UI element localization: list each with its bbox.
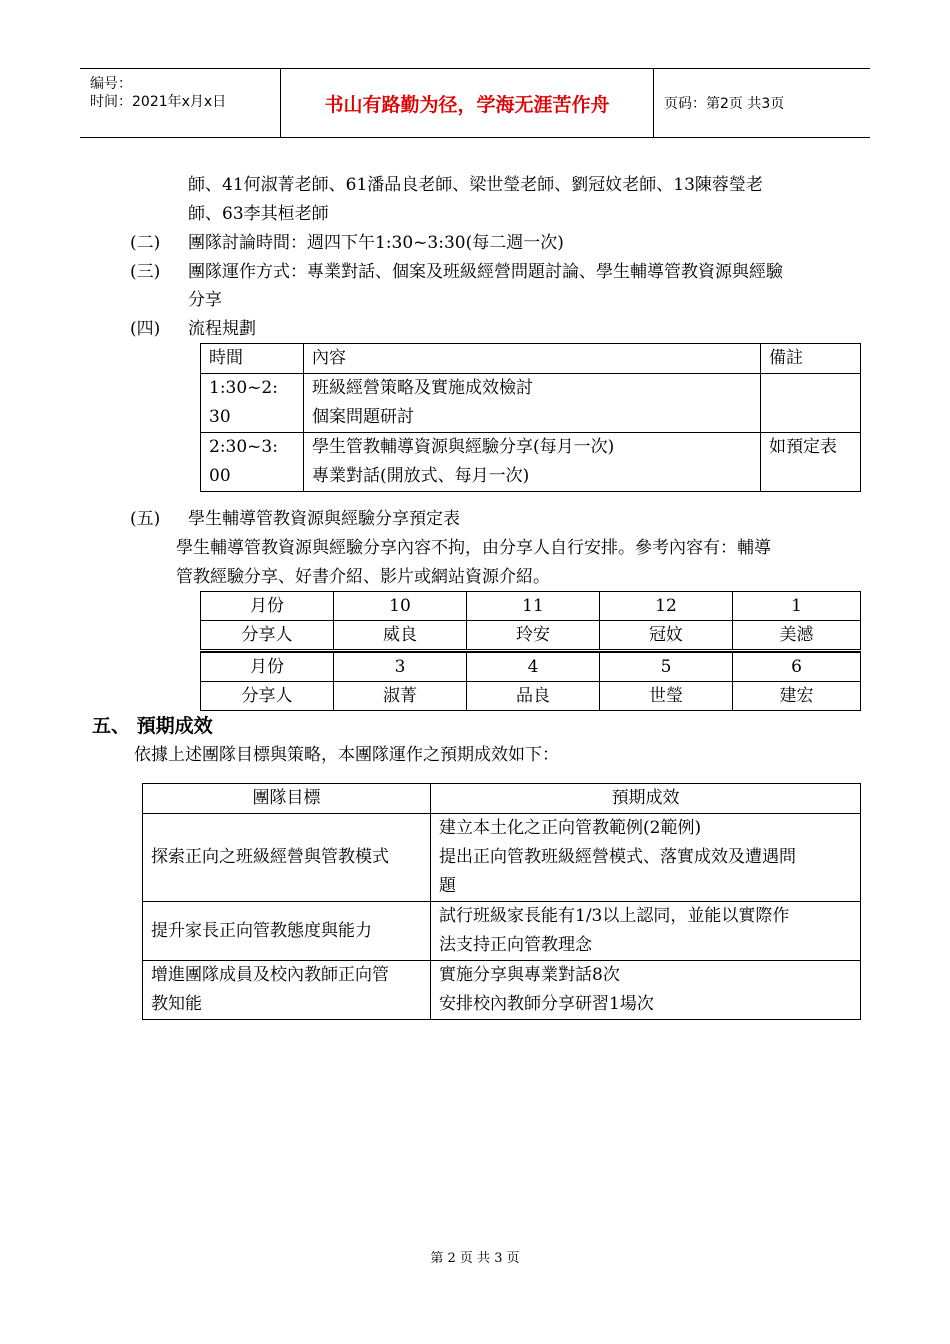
- outcome-result-cell: 實施分享與專業對話8次 安排校內教師分享研習1場次: [431, 961, 861, 1020]
- share-month: 10: [334, 592, 467, 621]
- share-sharer: 冠妏: [600, 621, 733, 651]
- item-5-desc-1: 學生輔導管教資源與經驗分享內容不拘，由分享人自行安排。參考內容有：輔導: [176, 538, 771, 558]
- flow-header-note: 備註: [761, 344, 861, 374]
- flow-table: [200, 343, 861, 492]
- flow-header-content: 內容: [304, 344, 761, 374]
- item-2-number: (二): [130, 233, 161, 253]
- item-4-text: 流程規劃: [188, 319, 256, 339]
- share-month: 11: [467, 592, 600, 621]
- flow-content-cell: 班級經營策略及實施成效檢討 個案問題研討: [304, 374, 761, 433]
- item-5-title: 學生輔導管教資源與經驗分享預定表: [188, 509, 460, 529]
- share-sharer-label: 分享人: [201, 682, 334, 711]
- header-meta: [80, 69, 281, 137]
- header-number-label: 编号：: [90, 76, 132, 92]
- share-month: 6: [733, 653, 861, 682]
- table-row: [143, 961, 861, 1020]
- share-sharer: 世瑩: [600, 682, 733, 711]
- share-sharer: 建宏: [733, 682, 861, 711]
- item-5-number: (五): [130, 509, 161, 529]
- table-row: [201, 592, 861, 621]
- section-5-title: 五、 預期成效: [92, 715, 213, 737]
- flow-content-cell: 學生管教輔導資源與經驗分享(每月一次) 專業對話(開放式、每月一次): [304, 433, 761, 492]
- table-row: [143, 784, 861, 814]
- header-motto: 书山有路勤为径，学海无涯苦作舟: [281, 69, 654, 137]
- share-month: 12: [600, 592, 733, 621]
- header-date: 时间：2021年x月x日: [90, 94, 227, 110]
- share-month: 5: [600, 653, 733, 682]
- share-month-label: 月份: [201, 653, 334, 682]
- share-sharer: 美澸: [733, 621, 861, 651]
- share-sharer-label: 分享人: [201, 621, 334, 651]
- table-row: [143, 814, 861, 902]
- item-3-text-cont: 分享: [188, 290, 222, 310]
- share-table-1: [200, 591, 861, 652]
- outcome-header-goal: 團隊目標: [143, 784, 431, 814]
- share-month-label: 月份: [201, 592, 334, 621]
- share-month: 4: [467, 653, 600, 682]
- share-sharer: 品良: [467, 682, 600, 711]
- share-sharer: 玲安: [467, 621, 600, 651]
- outcome-header-result: 預期成效: [431, 784, 861, 814]
- outcome-table: [142, 783, 861, 1020]
- item-3-number: (三): [130, 262, 161, 282]
- flow-note-cell: [761, 374, 861, 433]
- item-2-text: 團隊討論時間：週四下午1:30~3:30(每二週一次): [188, 233, 564, 253]
- share-sharer: 威良: [334, 621, 467, 651]
- flow-time-cell: 2:30~3: 00: [201, 433, 304, 492]
- members-line-2: 師、63李其桓老師: [188, 204, 329, 224]
- table-row: [201, 621, 861, 651]
- section-5-intro: 依據上述團隊目標與策略，本團隊運作之預期成效如下：: [134, 745, 559, 765]
- outcome-result-cell: 建立本土化之正向管教範例(2範例) 提出正向管教班級經營模式、落實成效及遭遇問 題: [431, 814, 861, 902]
- page-header: [80, 68, 870, 138]
- header-page-info: 页码：第2页 共3页: [664, 96, 785, 112]
- flow-note-cell: 如預定表: [761, 433, 861, 492]
- item-3-text: 團隊運作方式：專業對話、個案及班級經營問題討論、學生輔導管教資源與經驗: [188, 262, 783, 282]
- table-row: [201, 374, 861, 433]
- outcome-result-cell: 試行班級家長能有1/3以上認同，並能以實際作 法支持正向管教理念: [431, 902, 861, 961]
- flow-header-time: 時間: [201, 344, 304, 374]
- share-table-2: [200, 652, 861, 711]
- table-row: [201, 344, 861, 374]
- share-month: 1: [733, 592, 861, 621]
- outcome-goal-cell: 探索正向之班級經營與管教模式: [143, 814, 431, 902]
- item-4-number: (四): [130, 319, 161, 339]
- table-row: [143, 902, 861, 961]
- members-line-1: 師、41何淑菁老師、61潘品良老師、梁世瑩老師、劉冠妏老師、13陳蓉瑩老: [188, 175, 763, 195]
- table-row: [201, 433, 861, 492]
- page-footer: 第 2 页 共 3 页: [430, 1251, 520, 1266]
- outcome-goal-cell: 提升家長正向管教態度與能力: [143, 902, 431, 961]
- table-row: [201, 653, 861, 682]
- share-sharer: 淑菁: [334, 682, 467, 711]
- item-5-desc-2: 管教經驗分享、好書介紹、影片或網站資源介紹。: [176, 567, 550, 587]
- outcome-goal-cell: 增進團隊成員及校內教師正向管 教知能: [143, 961, 431, 1020]
- table-row: [201, 682, 861, 711]
- share-month: 3: [334, 653, 467, 682]
- flow-time-cell: 1:30~2: 30: [201, 374, 304, 433]
